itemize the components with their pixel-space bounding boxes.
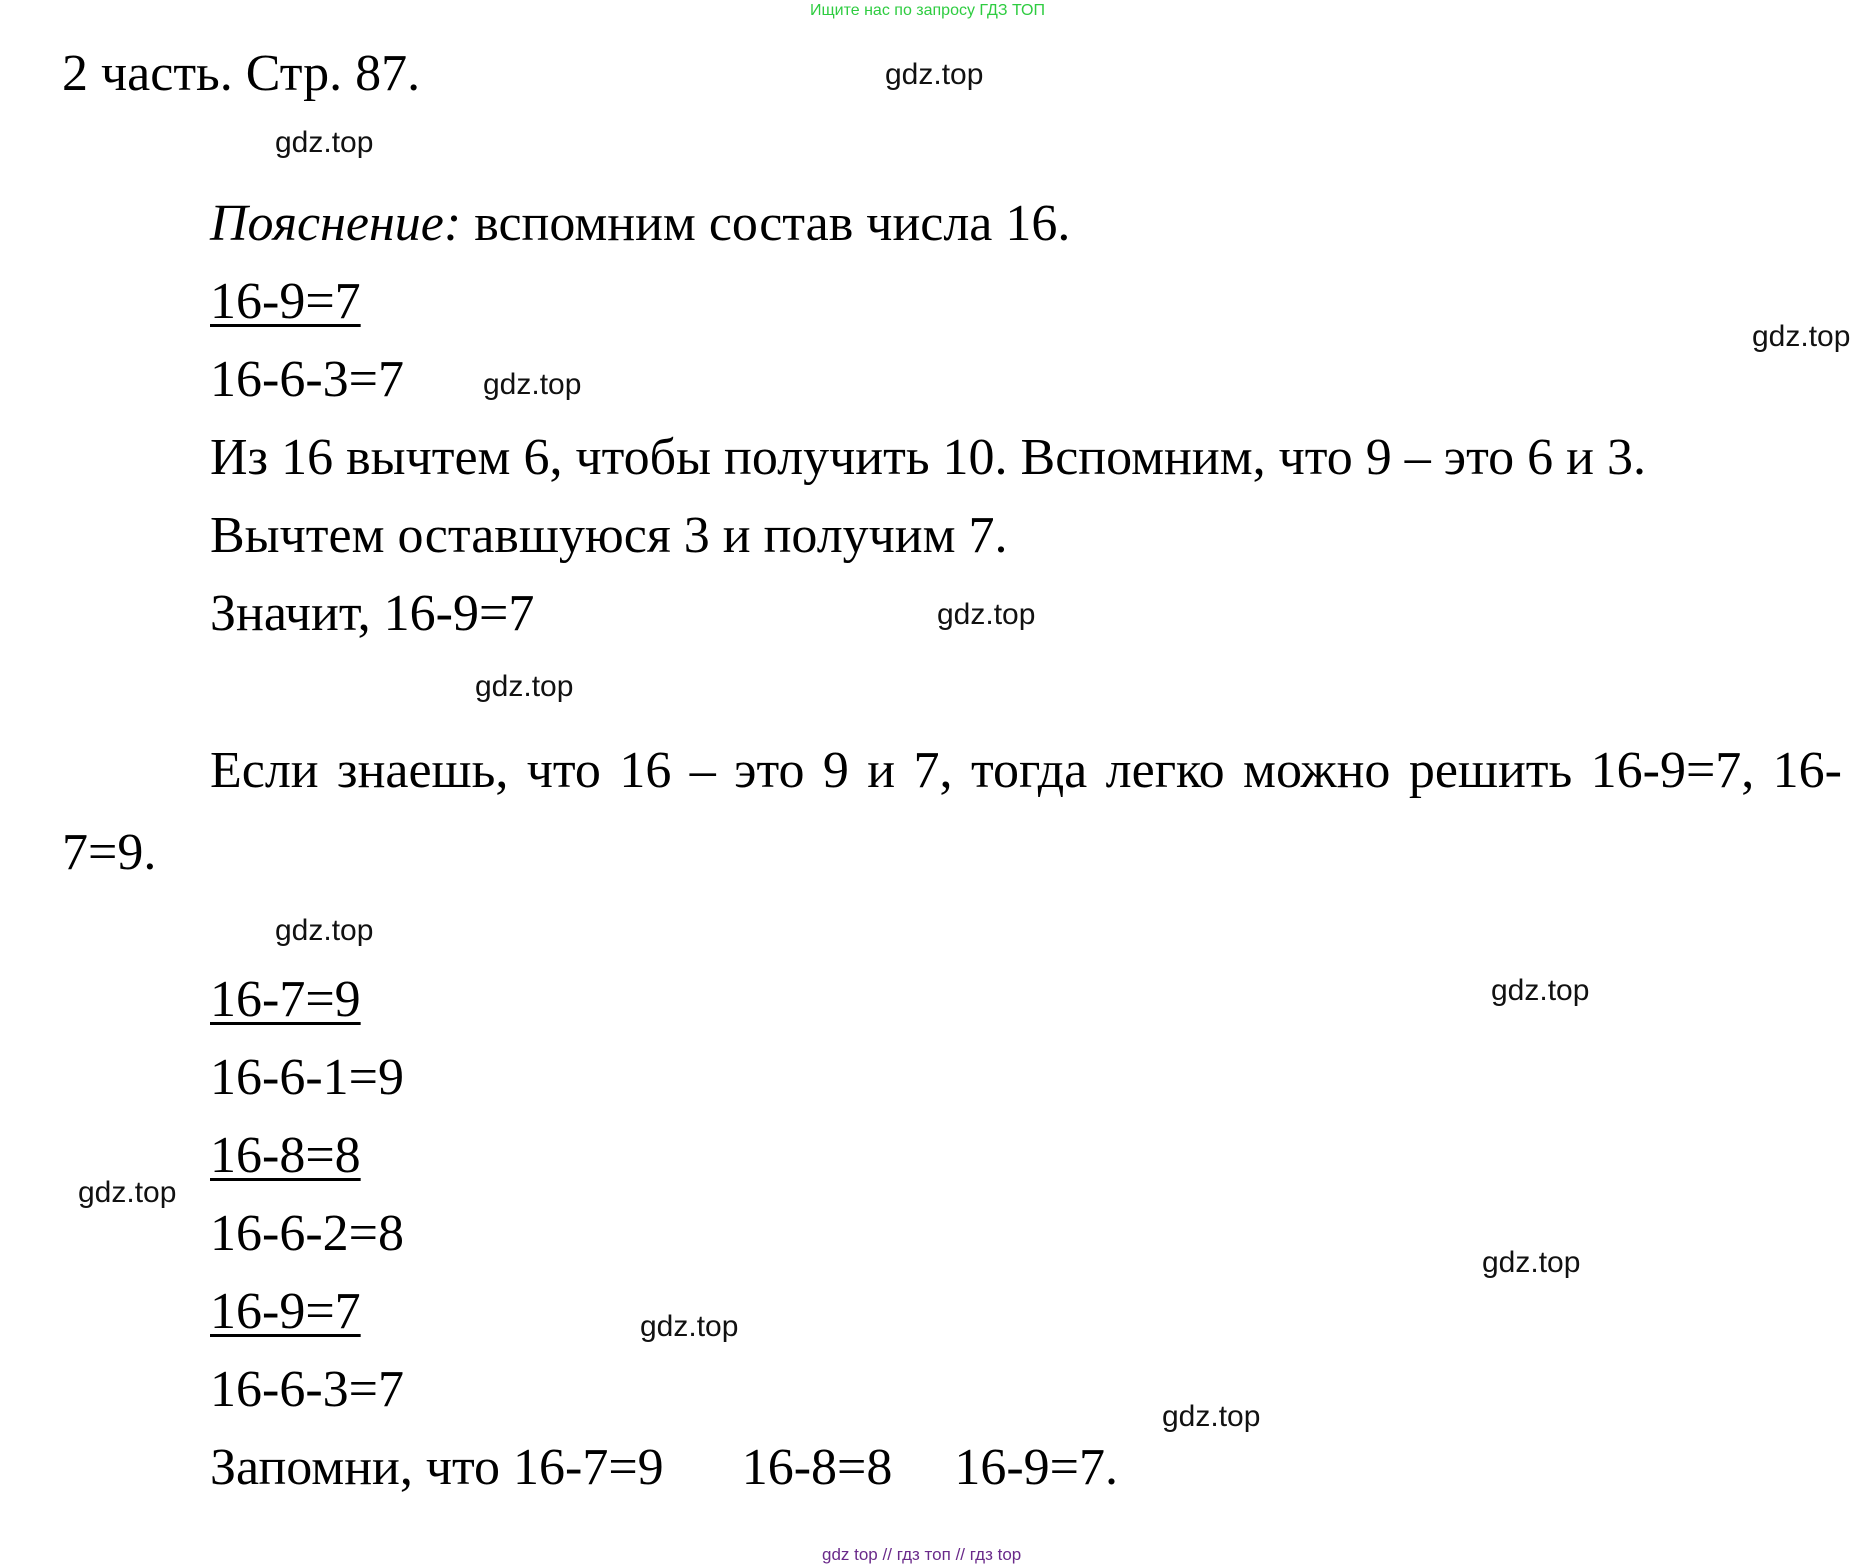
remember-eq-2: 16-8=8	[741, 1439, 893, 1496]
footer-links	[822, 1545, 1021, 1565]
explanation-conclusion: Значит, 16-9=7	[210, 585, 535, 642]
explanation-sentence-2: Вычтем оставшуюся 3 и получим 7.	[210, 507, 1008, 564]
equation-main-4: 16-9=7	[210, 1283, 361, 1340]
watermark: gdz.top	[1752, 320, 1851, 353]
footer-separator: //	[955, 1545, 966, 1564]
page-heading: 2 часть. Стр. 87.	[62, 45, 421, 102]
watermark: gdz.top	[275, 126, 374, 159]
watermark: gdz.top	[1491, 974, 1590, 1007]
explanation-text: вспомним состав числа 16.	[461, 195, 1071, 252]
explanation-sentence-1: Из 16 вычтем 6, чтобы получить 10. Вспомним, что 9 – это 6 и 3.	[210, 429, 1646, 486]
equation-steps-1: 16-6-3=7	[210, 351, 404, 408]
watermark: gdz.top	[885, 58, 984, 91]
watermark: gdz.top	[1162, 1400, 1261, 1433]
explanation-line	[210, 195, 1071, 252]
equation-steps-2: 16-6-1=9	[210, 1049, 404, 1106]
watermark: gdz.top	[640, 1310, 739, 1343]
rule-paragraph: Если знаешь, что 16 – это 9 и 7, тогда легко можно решить 16-9=7, 16-7=9.	[62, 742, 1842, 881]
footer-link-gdz-top-mixed[interactable]: гдз top	[969, 1545, 1022, 1564]
remember-eq-3: 16-9=7.	[954, 1439, 1118, 1496]
watermark: gdz.top	[1482, 1246, 1581, 1279]
equation-main-1: 16-9=7	[210, 273, 361, 330]
equation-steps-3: 16-6-2=8	[210, 1205, 404, 1262]
remember-line	[210, 1439, 1118, 1496]
watermark: gdz.top	[475, 670, 574, 703]
watermark: gdz.top	[483, 368, 582, 401]
footer-separator: //	[882, 1545, 892, 1564]
equation-steps-4: 16-6-3=7	[210, 1361, 404, 1418]
footer-link-gdz-top-ru[interactable]: гдз топ	[896, 1545, 951, 1564]
watermark: gdz.top	[937, 598, 1036, 631]
top-banner: Ищите нас по запросу ГДЗ ТОП	[810, 2, 1045, 19]
watermark: gdz.top	[275, 914, 374, 947]
equation-main-2: 16-7=9	[210, 971, 361, 1028]
watermark: gdz.top	[78, 1176, 177, 1209]
explanation-label: Пояснение:	[210, 195, 462, 252]
equation-main-3: 16-8=8	[210, 1127, 361, 1184]
remember-prefix: Запомни, что 16-7=9	[210, 1439, 664, 1496]
footer-link-gdz-top[interactable]: gdz top	[822, 1545, 878, 1564]
